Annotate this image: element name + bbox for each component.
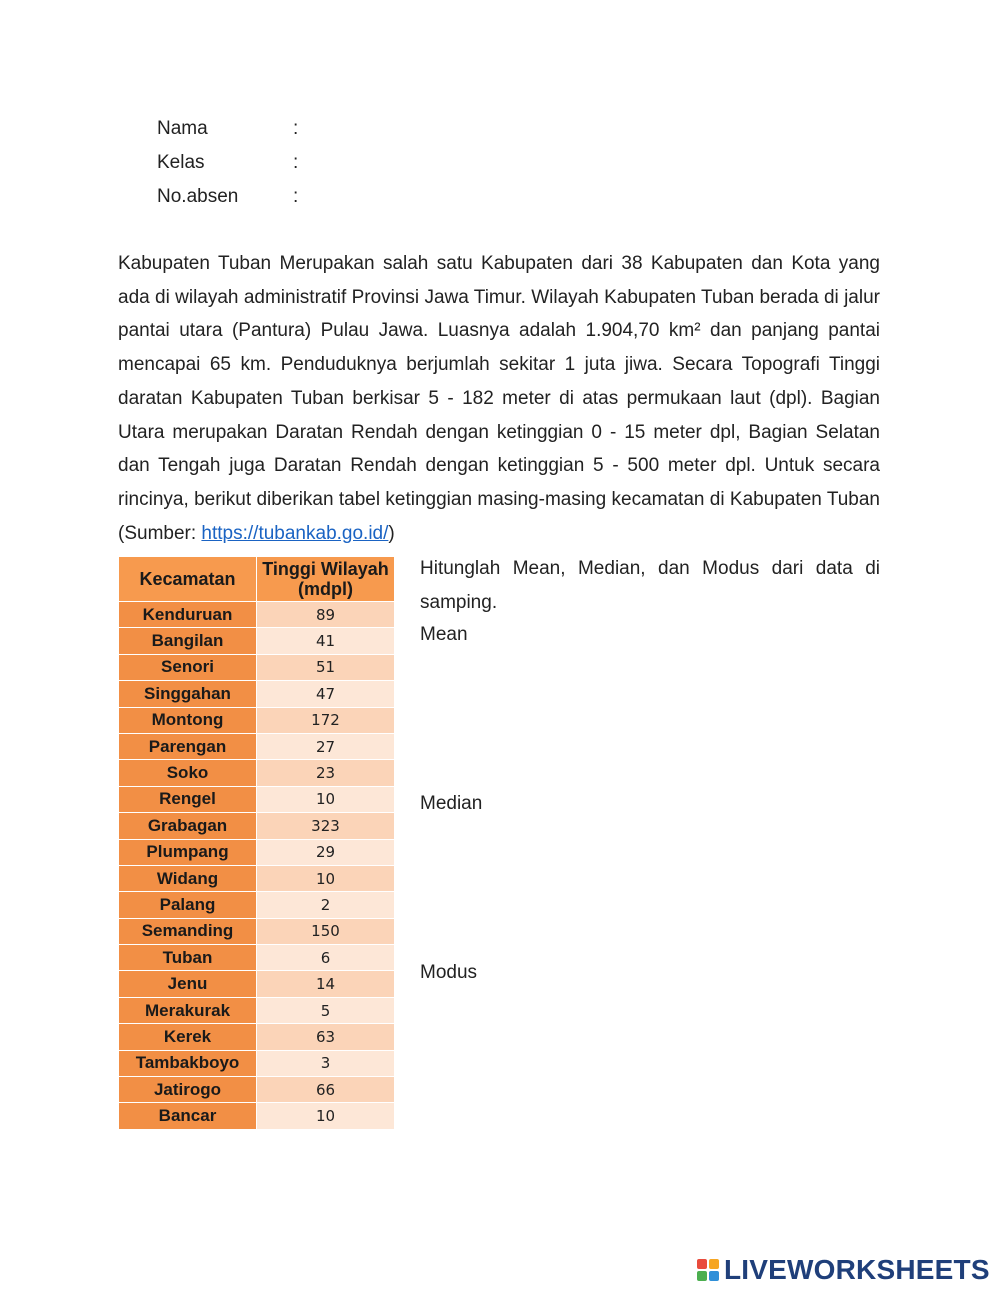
intro-closing: ) xyxy=(388,522,395,544)
table-row xyxy=(119,971,395,997)
table-row xyxy=(119,681,395,707)
table-row xyxy=(119,865,395,891)
table-body xyxy=(119,602,395,1130)
district-height-table xyxy=(118,556,395,1130)
height-cell: 6 xyxy=(257,945,395,971)
question-text: Hitunglah Mean, Median, dan Modus dari data di samping. xyxy=(420,558,880,613)
table-header-row xyxy=(119,557,395,602)
table-row xyxy=(119,1077,395,1103)
height-cell: 10 xyxy=(257,786,395,812)
table-row xyxy=(119,945,395,971)
median-label: Median xyxy=(420,793,483,814)
header-kecamatan: Kecamatan xyxy=(119,557,257,602)
liveworksheets-logo-icon xyxy=(697,1259,719,1281)
table-row xyxy=(119,654,395,680)
height-cell: 41 xyxy=(257,628,395,654)
intro-paragraph xyxy=(118,247,880,550)
table-row xyxy=(119,1050,395,1076)
kecamatan-cell: Parengan xyxy=(119,733,257,759)
kecamatan-cell: Tuban xyxy=(119,945,257,971)
height-cell: 27 xyxy=(257,733,395,759)
height-cell: 3 xyxy=(257,1050,395,1076)
kecamatan-cell: Grabagan xyxy=(119,813,257,839)
table-row xyxy=(119,760,395,786)
table-row xyxy=(119,1024,395,1050)
kecamatan-cell: Widang xyxy=(119,865,257,891)
kecamatan-cell: Montong xyxy=(119,707,257,733)
kecamatan-cell: Tambakboyo xyxy=(119,1050,257,1076)
height-cell: 172 xyxy=(257,707,395,733)
height-cell: 10 xyxy=(257,1103,395,1129)
table-row xyxy=(119,892,395,918)
height-cell: 47 xyxy=(257,681,395,707)
kecamatan-cell: Kerek xyxy=(119,1024,257,1050)
table-row xyxy=(119,918,395,944)
kecamatan-cell: Jatirogo xyxy=(119,1077,257,1103)
table-row xyxy=(119,1103,395,1129)
table-row xyxy=(119,997,395,1023)
table-row xyxy=(119,813,395,839)
height-cell: 5 xyxy=(257,997,395,1023)
table-row xyxy=(119,733,395,759)
header-tinggi-wilayah: Tinggi Wilayah (mdpl) xyxy=(257,557,395,602)
modus-label: Modus xyxy=(420,962,478,983)
kecamatan-cell: Bancar xyxy=(119,1103,257,1129)
kecamatan-cell: Soko xyxy=(119,760,257,786)
field-label: No.absen xyxy=(157,186,239,207)
kecamatan-cell: Palang xyxy=(119,892,257,918)
height-cell: 23 xyxy=(257,760,395,786)
kecamatan-cell: Bangilan xyxy=(119,628,257,654)
kecamatan-cell: Rengel xyxy=(119,786,257,812)
intro-text: Kabupaten Tuban Merupakan salah satu Kabupaten dari 38 Kabupaten dan Kota yang ada di wilayah administratif Provinsi Jawa Timur. Wilayah Kabupaten Tuban berada di jalur pantai utara (Pantura) Pulau Jawa. Luasnya adalah 1.904,70 km² dan panjang pantai mencapai 65 km. Penduduknya berjumlah sekitar 1 juta jiwa. Secara Topografi Tinggi daratan Kabupaten Tuban berkisar 5 - 182 meter di atas permukaan laut (dpl). Bagian Utara merupakan Daratan Rendah dengan ketinggian 0 - 15 meter dpl, Bagian Selatan dan Tengah juga Daratan Rendah dengan ketinggian 5 - 500 meter dpl. Untuk secara rincinya, berikut diberikan tabel ketinggian masing-masing kecamatan di Kabupaten Tuban (Sumber: xyxy=(118,253,880,544)
height-cell: 14 xyxy=(257,971,395,997)
height-cell: 63 xyxy=(257,1024,395,1050)
kecamatan-cell: Plumpang xyxy=(119,839,257,865)
student-identity-fields xyxy=(157,116,457,218)
field-no-absen xyxy=(157,184,457,218)
kecamatan-cell: Singgahan xyxy=(119,681,257,707)
height-cell: 10 xyxy=(257,865,395,891)
kecamatan-cell: Semanding xyxy=(119,918,257,944)
height-cell: 89 xyxy=(257,602,395,628)
field-colon: : xyxy=(293,152,299,173)
kecamatan-cell: Senori xyxy=(119,654,257,680)
height-cell: 150 xyxy=(257,918,395,944)
liveworksheets-brand xyxy=(697,1255,990,1285)
mean-label: Mean xyxy=(420,624,468,645)
table-row xyxy=(119,628,395,654)
height-cell: 51 xyxy=(257,654,395,680)
field-colon: : xyxy=(293,118,299,139)
field-colon: : xyxy=(293,186,299,207)
brand-text: LIVEWORKSHEETS xyxy=(724,1254,990,1285)
field-kelas xyxy=(157,150,457,184)
kecamatan-cell: Kenduruan xyxy=(119,602,257,628)
kecamatan-cell: Jenu xyxy=(119,971,257,997)
height-cell: 66 xyxy=(257,1077,395,1103)
table-row xyxy=(119,786,395,812)
field-label: Nama xyxy=(157,118,208,139)
table-row xyxy=(119,839,395,865)
source-link[interactable]: https://tubankab.go.id/ xyxy=(201,522,389,544)
table-row xyxy=(119,707,395,733)
field-nama xyxy=(157,116,457,150)
table-row xyxy=(119,602,395,628)
kecamatan-cell: Merakurak xyxy=(119,997,257,1023)
height-cell: 323 xyxy=(257,813,395,839)
height-cell: 2 xyxy=(257,892,395,918)
height-cell: 29 xyxy=(257,839,395,865)
field-label: Kelas xyxy=(157,152,205,173)
